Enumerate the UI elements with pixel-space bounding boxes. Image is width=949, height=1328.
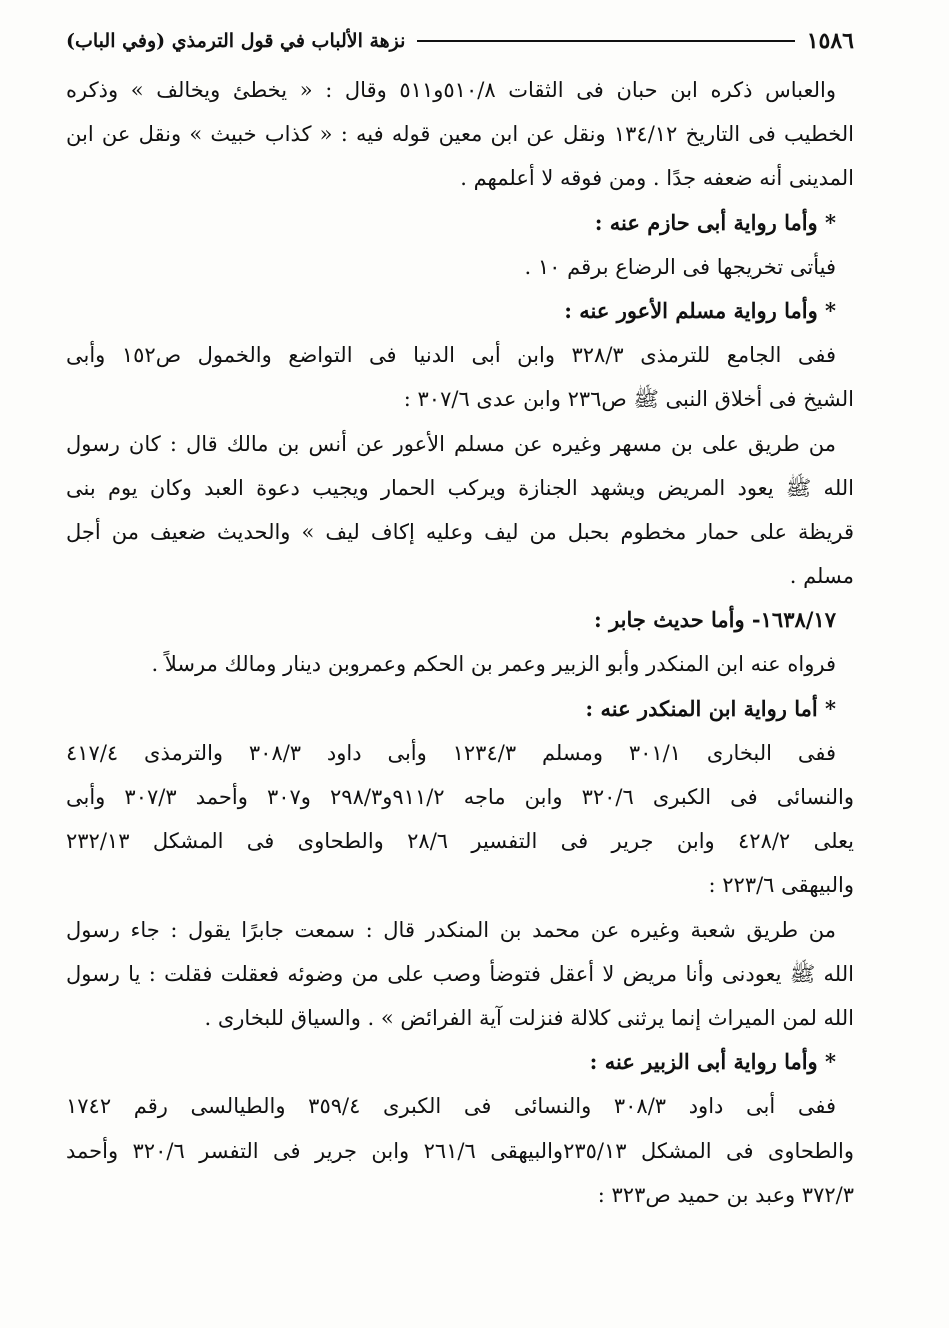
- page-number: ١٥٨٦: [806, 28, 854, 54]
- section-heading: ١٦٣٨/١٧- وأما حديث جابر :: [594, 607, 836, 633]
- text-line: من طريق على بن مسهر وغيره عن مسلم الأعور عن أنس بن مالك قال : كان رسول: [66, 431, 836, 456]
- text-line: ٣٧٢/٣ وعبد بن حميد ص٣٢٣ :: [597, 1182, 854, 1207]
- running-title: نزهة الألباب في قول الترمذي (وفي الباب): [66, 30, 406, 52]
- text-line: ففى أبى داود ٣٠٨/٣ والنسائى فى الكبرى ٣٥٩/٤ والطيالسى رقم ١٧٤٢: [66, 1094, 836, 1119]
- text-line: والنسائى فى الكبرى ٣٢٠/٦ وابن ماجه ٩١١/٢و٢٩٨/٣ و٣٠٧ وأحمد ٣٠٧/٣ وأبى: [66, 785, 854, 809]
- text-line: من طريق شعبة وغيره عن محمد بن المنكدر قال : سمعت جابرًا يقول : جاء رسول: [66, 917, 836, 942]
- text-line: الخطيب فى التاريخ ١٣٤/١٢ ونقل عن ابن معين قوله فيه : « كذاب خبيث » ونقل عن ابن: [66, 122, 854, 147]
- text-line: والطحاوى فى المشكل ٢٣٥/١٣والبيهقى ٢٦١/٦ وابن جرير فى التفسر ٣٢٠/٦ وأحمد: [66, 1138, 854, 1163]
- text-line: الله لمن الميراث إنما يرثنى كلالة فنزلت آية الفرائض » . والسياق للبخارى .: [204, 1005, 854, 1030]
- text-line: فيأتى تخريجها فى الرضاع برقم ١٠ .: [524, 254, 836, 279]
- section-heading: * وأما رواية مسلم الأعور عنه :: [564, 297, 836, 323]
- text-line: يعلى ٤٢٨/٢ وابن جرير فى التفسير ٢٨/٦ والطحاوى فى المشكل ٢٣٢/١٣: [66, 829, 854, 854]
- section-heading: * وأما رواية أبى الزبير عنه :: [589, 1049, 836, 1075]
- section-heading: * أما رواية ابن المنكدر عنه :: [585, 695, 836, 721]
- section-heading: * وأما رواية أبى حازم عنه :: [594, 209, 836, 235]
- page-header: [66, 22, 854, 60]
- text-line: ففى الجامع للترمذى ٣٢٨/٣ وابن أبى الدنيا فى التواضع والخمول ص١٥٢ وأبى: [66, 343, 836, 368]
- page-body: [66, 68, 854, 1217]
- text-line: الله ﷺ يعود المريض ويشهد الجنازة ويركب الحمار ويجيب دعوة العبد وكان يوم بنى: [66, 475, 854, 500]
- text-line: المدينى أنه ضعفه جدًا . ومن فوقه لا أعلمهم .: [460, 166, 854, 191]
- text-line: والبيهقى ٢٢٣/٦ :: [708, 873, 854, 898]
- text-line: والعباس ذكره ابن حبان فى الثقات ٥١٠/٨و٥١١ وقال : « يخطئ ويخالف » وذكره: [66, 78, 836, 102]
- text-line: مسلم .: [789, 564, 854, 589]
- text-line: فرواه عنه ابن المنكدر وأبو الزبير وعمر بن الحكم وعمروبن دينار ومالك مرسلاً .: [151, 652, 836, 677]
- header-rule: [417, 40, 794, 42]
- text-line: الشيخ فى أخلاق النبى ﷺ ص٢٣٦ وابن عدى ٣٠٧/٦ :: [403, 387, 854, 412]
- text-line: ففى البخارى ٣٠١/١ ومسلم ١٢٣٤/٣ وأبى داود ٣٠٨/٣ والترمذى ٤١٧/٤: [66, 740, 836, 765]
- text-line: قريظة على حمار مخطوم بحبل من ليف وعليه إكاف ليف » والحديث ضعيف من أجل: [66, 519, 854, 544]
- text-line: الله ﷺ يعودنى وأنا مريض لا أعقل فتوضأ وصب على من وضوئه فعقلت فقلت : يا رسول: [66, 961, 854, 986]
